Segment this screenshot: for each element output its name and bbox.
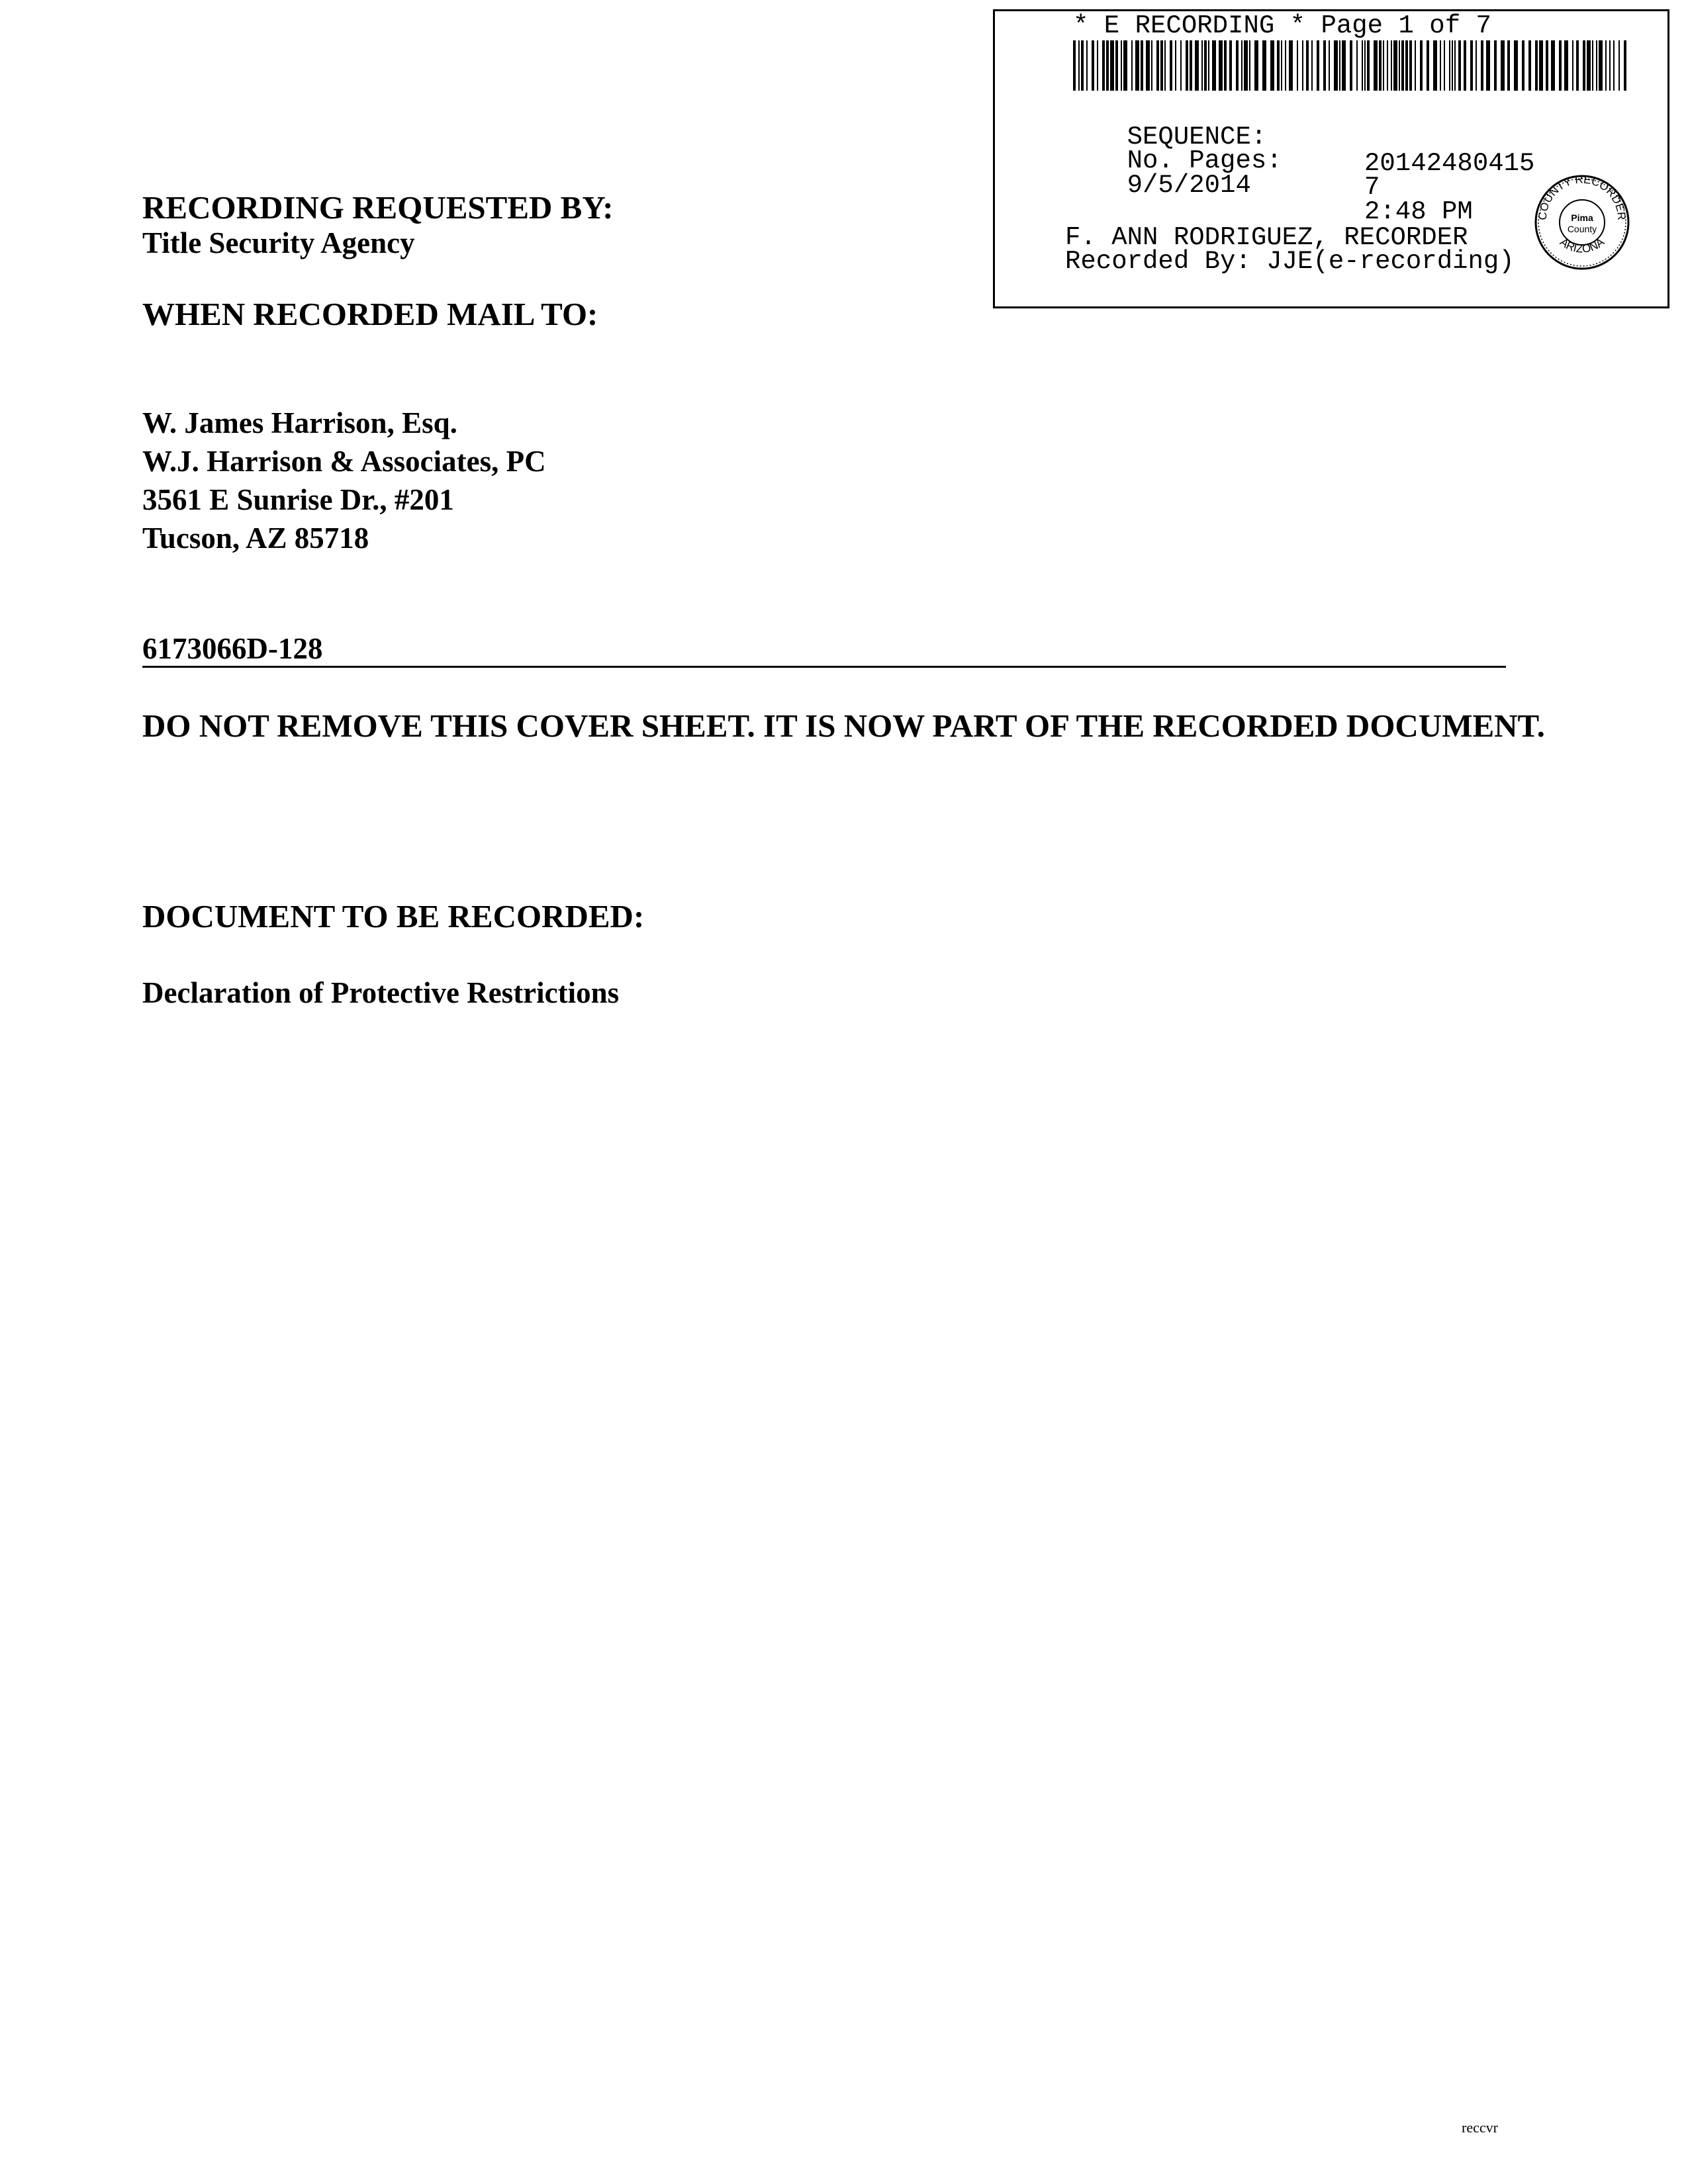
barcode-bar bbox=[1262, 40, 1266, 91]
mail-to-line: W. James Harrison, Esq. bbox=[142, 406, 457, 439]
barcode-bar bbox=[1618, 40, 1620, 91]
barcode-bar bbox=[1350, 40, 1352, 91]
barcode-bar bbox=[1624, 40, 1626, 91]
record-time: 2:48 PM bbox=[1364, 197, 1473, 226]
barcode-bar bbox=[1110, 40, 1114, 91]
barcode-bar bbox=[1236, 40, 1239, 91]
cover-sheet-notice: DO NOT REMOVE THIS COVER SHEET. IT IS NOW PART OF THE RECORDED DOCUMENT. bbox=[142, 707, 1545, 744]
mail-to-label: WHEN RECORDED MAIL TO: bbox=[142, 296, 598, 332]
barcode-bar bbox=[1481, 40, 1483, 91]
seal-top-text: COUNTY RECORDER bbox=[1536, 173, 1628, 221]
barcode-bar bbox=[1078, 40, 1080, 91]
barcode-bar bbox=[1367, 40, 1370, 91]
barcode-bar bbox=[1317, 40, 1319, 91]
stamp-header: * E RECORDING * Page 1 of 7 bbox=[1073, 11, 1491, 40]
mail-to-line: 3561 E Sunrise Dr., #201 bbox=[142, 483, 454, 516]
barcode-bar bbox=[1224, 40, 1227, 91]
barcode-bar bbox=[1175, 40, 1176, 91]
barcode-bar bbox=[1387, 40, 1388, 91]
barcode-bar bbox=[1289, 40, 1293, 91]
barcode-bar bbox=[1454, 40, 1456, 91]
barcode-bar bbox=[1141, 40, 1143, 91]
barcode-bar bbox=[1559, 40, 1562, 91]
barcode-bar bbox=[1449, 40, 1450, 91]
barcode-bar bbox=[1342, 40, 1346, 91]
seal-center-line1: Pima bbox=[1571, 212, 1593, 223]
barcode-bar bbox=[1546, 40, 1548, 91]
barcode-bar bbox=[1364, 40, 1366, 91]
barcode-bar bbox=[1106, 40, 1109, 91]
barcode-bar bbox=[1605, 40, 1607, 91]
document-number bbox=[142, 631, 1506, 668]
barcode-bar bbox=[1277, 40, 1280, 91]
barcode-bar bbox=[1092, 40, 1094, 91]
barcode-bar bbox=[1599, 40, 1603, 91]
barcode-bar bbox=[1073, 40, 1076, 91]
barcode-bar bbox=[1208, 40, 1209, 91]
barcode-bar bbox=[1596, 40, 1597, 91]
barcode-bar bbox=[1170, 40, 1172, 91]
barcode-bar bbox=[1409, 40, 1412, 91]
barcode-bar bbox=[1391, 40, 1392, 91]
barcode-bar bbox=[1186, 40, 1188, 91]
barcode-bar bbox=[1572, 40, 1573, 91]
barcode-bar bbox=[1514, 40, 1518, 91]
barcode-bar bbox=[1311, 40, 1313, 91]
barcode-bar bbox=[1339, 40, 1340, 91]
barcode-bar bbox=[1097, 40, 1098, 91]
barcode-bar bbox=[1379, 40, 1382, 91]
recorder-stamp bbox=[993, 9, 1669, 308]
barcode-bar bbox=[1583, 40, 1585, 91]
barcode-bar bbox=[1081, 40, 1084, 91]
barcode-bar bbox=[1522, 40, 1524, 91]
recording-requested-by-value: Title Security Agency bbox=[142, 226, 415, 259]
barcode-bar bbox=[1433, 40, 1437, 91]
sequence-label: SEQUENCE: bbox=[1127, 122, 1267, 152]
barcode-bar bbox=[1551, 40, 1555, 91]
seal-center-line2: County bbox=[1567, 224, 1597, 234]
barcode-bar bbox=[1501, 40, 1505, 91]
record-date: 9/5/2014 bbox=[1127, 171, 1251, 200]
barcode-bar bbox=[1507, 40, 1510, 91]
mail-to-line: W.J. Harrison & Associates, PC bbox=[142, 445, 546, 478]
barcode-bar bbox=[1452, 40, 1453, 91]
recorder-name: F. ANN RODRIGUEZ, RECORDER bbox=[1065, 223, 1468, 252]
barcode-bar bbox=[1528, 40, 1531, 91]
document-to-record-label: DOCUMENT TO BE RECORDED: bbox=[142, 898, 645, 934]
barcode-bar bbox=[1131, 40, 1133, 91]
barcode-bar bbox=[1219, 40, 1223, 91]
barcode-bar bbox=[1164, 40, 1166, 91]
barcode-bar bbox=[1212, 40, 1216, 91]
barcode-bar bbox=[1486, 40, 1490, 91]
barcode-bar bbox=[1444, 40, 1445, 91]
barcode-bar bbox=[1244, 40, 1248, 91]
barcode-bar bbox=[1270, 40, 1274, 91]
seal-bottom-text: ARIZONA bbox=[1557, 235, 1607, 255]
barcode-bar bbox=[1297, 40, 1298, 91]
barcode-bar bbox=[1576, 40, 1579, 91]
barcode-bar bbox=[1420, 40, 1423, 91]
barcode-bar bbox=[1564, 40, 1568, 91]
barcode bbox=[1073, 40, 1630, 91]
barcode-bar bbox=[1464, 40, 1466, 91]
document-to-record-value: Declaration of Protective Restrictions bbox=[142, 976, 620, 1009]
pages-label: No. Pages: bbox=[1127, 146, 1282, 175]
barcode-bar bbox=[1458, 40, 1461, 91]
barcode-bar bbox=[1356, 40, 1358, 91]
barcode-bar bbox=[1362, 40, 1363, 91]
barcode-bar bbox=[1329, 40, 1330, 91]
barcode-bar bbox=[1383, 40, 1384, 91]
barcode-bar bbox=[1180, 40, 1182, 91]
barcode-bar bbox=[1323, 40, 1326, 91]
barcode-bar bbox=[1249, 40, 1250, 91]
barcode-bar bbox=[1494, 40, 1497, 91]
barcode-bar bbox=[1302, 40, 1303, 91]
barcode-bar bbox=[1086, 40, 1088, 91]
barcode-bar bbox=[1121, 40, 1122, 91]
barcode-bar bbox=[1613, 40, 1615, 91]
barcode-bar bbox=[1401, 40, 1404, 91]
barcode-bar bbox=[1146, 40, 1150, 91]
barcode-bar bbox=[1306, 40, 1309, 91]
barcode-bar bbox=[1204, 40, 1207, 91]
barcode-bar bbox=[1476, 40, 1477, 91]
barcode-bar bbox=[1241, 40, 1243, 91]
barcode-bar bbox=[1201, 40, 1203, 91]
barcode-bar bbox=[1151, 40, 1152, 91]
county-recorder-seal-icon bbox=[1532, 173, 1632, 272]
barcode-bar bbox=[1115, 40, 1118, 91]
barcode-bar bbox=[1123, 40, 1127, 91]
barcode-bar bbox=[1399, 40, 1400, 91]
sequence-value: 20142480415 bbox=[1364, 149, 1535, 178]
footer-form-code: reccvr bbox=[1462, 2119, 1498, 2136]
barcode-bar bbox=[1102, 40, 1105, 91]
barcode-bar bbox=[1156, 40, 1159, 91]
document-number-text: 6173066D-128 bbox=[142, 632, 323, 665]
barcode-bar bbox=[1609, 40, 1611, 91]
barcode-bar bbox=[1190, 40, 1192, 91]
barcode-bar bbox=[1470, 40, 1473, 91]
barcode-bar bbox=[1374, 40, 1378, 91]
barcode-bar bbox=[1393, 40, 1397, 91]
barcode-bar bbox=[1539, 40, 1543, 91]
recording-requested-by-label: RECORDING REQUESTED BY: bbox=[142, 189, 614, 226]
barcode-bar bbox=[1592, 40, 1593, 91]
barcode-bar bbox=[1405, 40, 1408, 91]
barcode-bar bbox=[1135, 40, 1139, 91]
barcode-bar bbox=[1535, 40, 1538, 91]
barcode-bar bbox=[1427, 40, 1429, 91]
barcode-bar bbox=[1440, 40, 1441, 91]
mail-to-line: Tucson, AZ 85718 bbox=[142, 522, 369, 555]
barcode-bar bbox=[1160, 40, 1163, 91]
recorded-by: Recorded By: JJE(e-recording) bbox=[1065, 247, 1515, 276]
barcode-bar bbox=[1587, 40, 1591, 91]
barcode-bar bbox=[1334, 40, 1338, 91]
barcode-bar bbox=[1285, 40, 1286, 91]
barcode-bar bbox=[1254, 40, 1258, 91]
pages-value: 7 bbox=[1364, 173, 1380, 202]
barcode-bar bbox=[1281, 40, 1282, 91]
barcode-bar bbox=[1195, 40, 1199, 91]
barcode-bar bbox=[1415, 40, 1416, 91]
barcode-bar bbox=[1229, 40, 1232, 91]
